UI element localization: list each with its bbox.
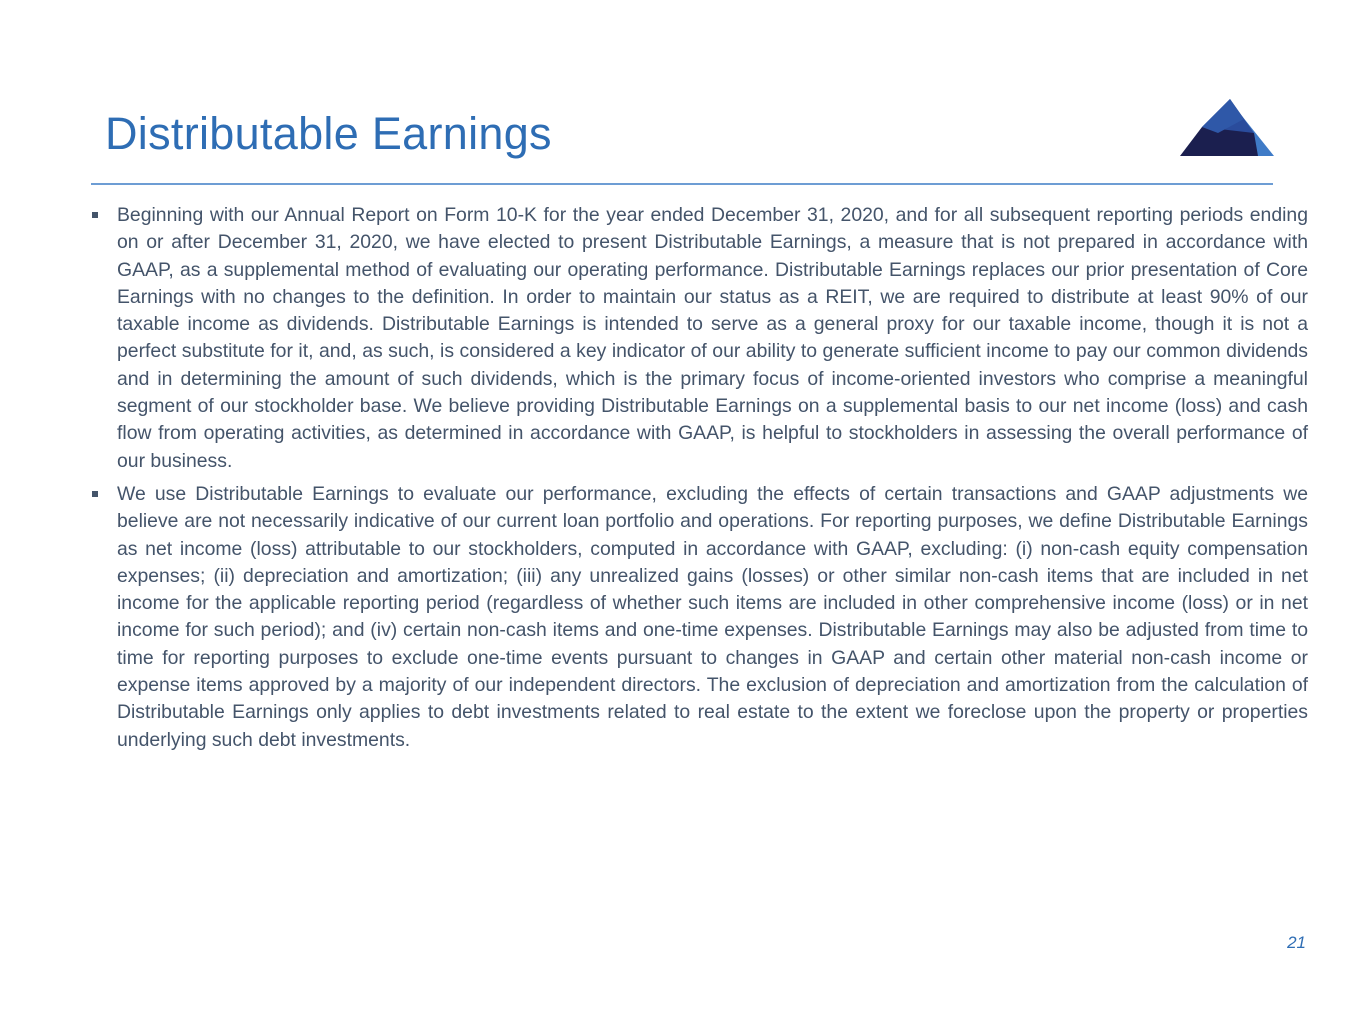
- slide-title: Distributable Earnings: [105, 108, 552, 159]
- bullet-item: [88, 202, 1308, 475]
- title-divider: [91, 183, 1273, 185]
- bullet-text: We use Distributable Earnings to evaluate our performance, excluding the effects of certain transactions and GAAP adjustments we believe are not necessarily indicative of our current loan portfolio and operations. For reporting purposes, we define Distributable Earnings as net income (loss) attributable to our stockholders, computed in accordance with GAAP, excluding: (i) non-cash equity compensation expenses; (ii) depreciation and amortization; (iii) any unrealized gains (losses) or other similar non-cash items that are included in net income for the applicable reporting period (regardless of whether such items are included in other comprehensive income (loss) or in net income for such period); and (iv) certain non-cash items and one-time expenses. Distributable Earnings may also be adjusted from time to time for reporting purposes to exclude one-time events pursuant to changes in GAAP and certain other material non-cash income or expense items approved by a majority of our independent directors. The exclusion of depreciation and amortization from the calculation of Distributable Earnings only applies to debt investments related to real estate to the extent we foreclose upon the property or properties underlying such debt investments.: [117, 482, 1308, 751]
- mountain-peaks-logo: [1178, 97, 1276, 159]
- square-bullet-icon: [92, 212, 98, 218]
- page-number: 21: [1287, 933, 1306, 952]
- square-bullet-icon: [92, 491, 98, 497]
- bullet-list: [88, 202, 1308, 760]
- bullet-text: Beginning with our Annual Report on Form 10-K for the year ended December 31, 2020, and for all subsequent reporting periods ending on or after December 31, 2020, we have elected to present Distributable Earnings, a measure that is not prepared in accordance with GAAP, as a supplemental method of evaluating our operating performance. Distributable Earnings replaces our prior presentation of Core Earnings with no changes to the definition. In order to maintain our status as a REIT, we are required to distribute at least 90% of our taxable income as dividends. Distributable Earnings is intended to serve as a general proxy for our taxable income, though it is not a perfect substitute for it, and, as such, is considered a key indicator of our ability to generate sufficient income to pay our common dividends and in determining the amount of such dividends, which is the primary focus of income-oriented investors who comprise a meaningful segment of our stockholder base. We believe providing Distributable Earnings on a supplemental basis to our net income (loss) and cash flow from operating activities, as determined in accordance with GAAP, is helpful to stockholders in assessing the overall performance of our business.: [117, 204, 1308, 472]
- bullet-item: [88, 481, 1308, 754]
